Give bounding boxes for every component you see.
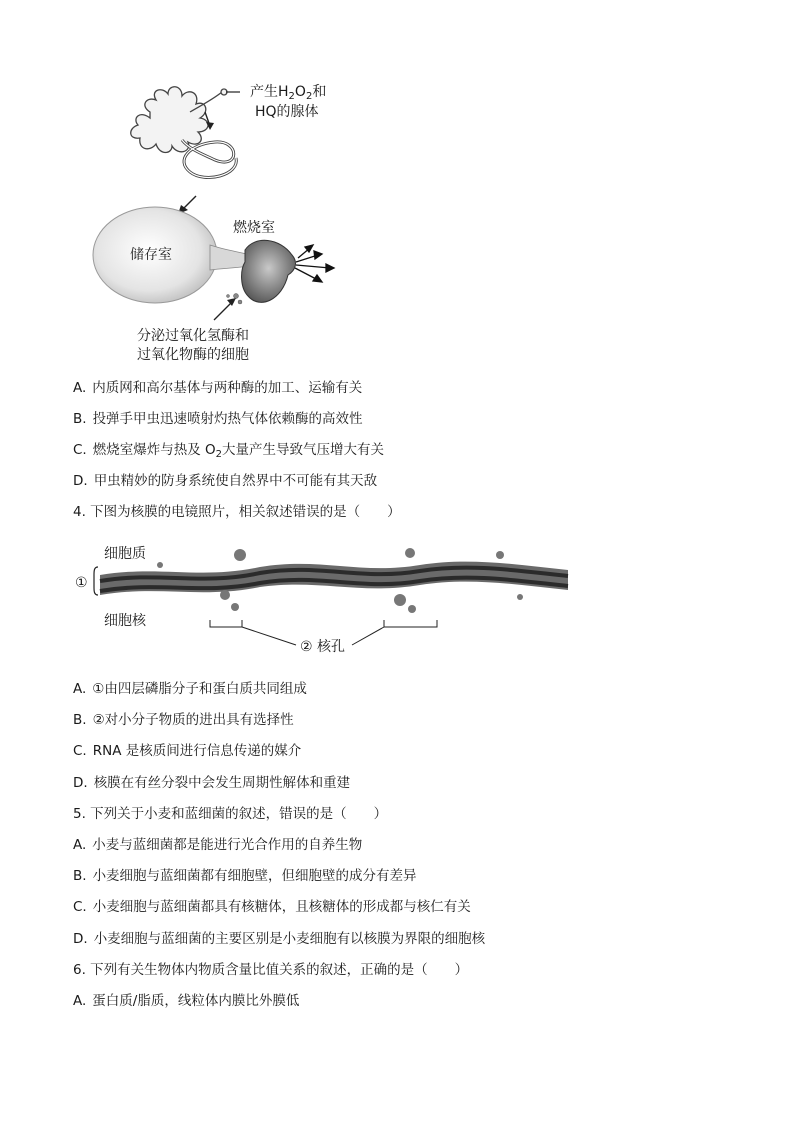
cell-label-line2: 过氧化物酶的细胞 [137,347,249,363]
q5-option-b: B. 小麦细胞与蓝细菌都有细胞壁，但细胞壁的成分有差异 [73,868,417,884]
q6-option-a: A. 蛋白质/脂质，线粒体内膜比外膜低 [73,993,300,1009]
storage-label: 储存室 [130,247,172,263]
combustion-chamber [242,240,296,302]
q3-option-c: C. 燃烧室爆炸与热及 $O_2$大量产生导致气压增大有关 [73,442,385,460]
q4-option-b: B. ②对小分子物质的进出具有选择性 [73,712,294,728]
q5-option-a: A. 小麦与蓝细菌都是能进行光合作用的自养生物 [73,837,363,853]
gland-label-line2: HQ的腺体 [255,104,319,120]
q4-stem: 4. 下图为核膜的电镜照片，相关叙述错误的是（ ） [73,504,401,520]
q3-option-b: B. 投弹手甲虫迅速喷射灼热气体依赖酶的高效性 [73,411,363,427]
q6-stem: 6. 下列有关生物体内物质含量比值关系的叙述，正确的是（ ） [73,962,469,978]
nucleus-label: 细胞核 [104,613,146,629]
cytoplasm-label: 细胞质 [104,546,146,562]
marker-1: ① [75,575,88,591]
q4-option-c: C. RNA 是核质间进行信息传递的媒介 [73,743,302,759]
q4-option-a: A. ①由四层磷脂分子和蛋白质共同组成 [73,681,307,697]
q3-option-d: D. 甲虫精妙的防身系统使自然界中不可能有其天敌 [73,473,378,489]
gland-label: 产生$H_2O_2$和 [250,84,327,102]
cell-label-line1: 分泌过氧化氢酶和 [137,328,249,344]
beetle-gland-diagram [0,0,794,380]
q5-stem: 5. 下列关于小麦和蓝细菌的叙述，错误的是（ ） [73,806,388,822]
q3-option-a: A. 内质网和高尔基体与两种酶的加工、运输有关 [73,380,363,396]
q5-option-d: D. 小麦细胞与蓝细菌的主要区别是小麦细胞有以核膜为界限的细胞核 [73,931,486,947]
q4-option-d: D. 核膜在有丝分裂中会发生周期性解体和重建 [73,775,351,791]
nuclear-pore-label: ② 核孔 [300,639,346,655]
combustion-label: 燃烧室 [233,220,275,236]
q5-option-c: C. 小麦细胞与蓝细菌都具有核糖体，且核糖体的形成都与核仁有关 [73,899,471,915]
